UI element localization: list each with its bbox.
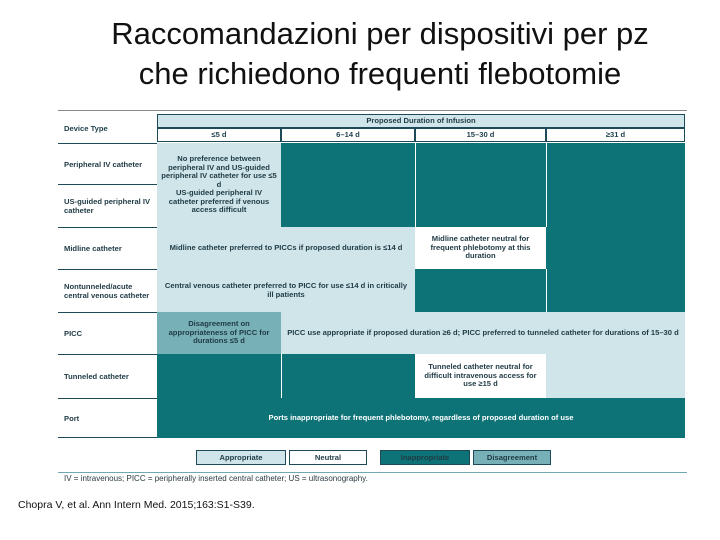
legend-neutral: Neutral bbox=[289, 450, 367, 465]
slide-title-line-1: Raccomandazioni per dispositivi per pz bbox=[111, 16, 649, 51]
row-label-peripheral-iv: Peripheral IV catheter bbox=[58, 143, 157, 184]
duration-col-4: ≥31 d bbox=[546, 128, 685, 142]
legend-appropriate: Appropriate bbox=[196, 450, 286, 465]
cell-peripheral-short-text: No preference between peripheral IV and US-guided peripheral IV catheter for use ≤5 d bbox=[161, 153, 277, 189]
cell-midline-preferred: Midline catheter preferred to PICCs if proposed duration is ≤14 d bbox=[157, 227, 415, 269]
cell-picc-appropriate: PICC use appropriate if proposed duration ≥6 d; PICC preferred to tunneled catheter for durations of 15–30 d bbox=[281, 312, 685, 354]
row-label-tunneled: Tunneled catheter bbox=[58, 354, 157, 398]
device-type-header: Device Type bbox=[58, 118, 157, 140]
legend-inappropriate: Inappropriate bbox=[380, 450, 470, 465]
cell-picc-disagreement: Disagreement on appropriateness of PICC for durations ≤5 d bbox=[157, 312, 281, 354]
gridline bbox=[415, 143, 416, 227]
row-label-port: Port bbox=[58, 398, 157, 438]
citation: Chopra V, et al. Ann Intern Med. 2015;163:S1-S39. bbox=[18, 499, 255, 511]
gridline bbox=[546, 269, 547, 312]
abbreviations-note: IV = intravenous; PICC = peripherally inserted central catheter; US = ultrasonography. bbox=[64, 474, 368, 483]
table-top-border bbox=[58, 110, 687, 111]
cell-midline-neutral: Midline catheter neutral for frequent phlebotomy at this duration bbox=[415, 227, 546, 269]
gridline bbox=[546, 143, 547, 227]
duration-col-3: 15–30 d bbox=[415, 128, 546, 142]
cell-usguided-short-text: US-guided peripheral IV catheter preferred if venous access difficult bbox=[168, 188, 270, 215]
legend-disagreement: Disagreement bbox=[473, 450, 551, 465]
duration-col-2: 6–14 d bbox=[281, 128, 415, 142]
row-label-midline: Midline catheter bbox=[58, 227, 157, 269]
row-label-us-guided: US-guided peripheral IV catheter bbox=[58, 184, 157, 227]
cell-midline-inappropriate bbox=[546, 227, 685, 269]
gridline bbox=[281, 354, 282, 398]
slide-title bbox=[40, 14, 720, 94]
duration-col-1: ≤5 d bbox=[157, 128, 281, 142]
cell-cvc-preferred: Central venous catheter preferred to PICC for use ≤14 d in critically ill patients bbox=[157, 269, 415, 312]
table-bottom-border bbox=[58, 472, 687, 473]
row-label-nontunneled: Nontunneled/acute central venous catheter bbox=[58, 269, 157, 312]
cell-peripheral-short bbox=[157, 143, 281, 227]
proposed-duration-header: Proposed Duration of Infusion bbox=[157, 114, 685, 128]
slide-title-line-2: che richiedono frequenti flebotomie bbox=[138, 56, 622, 91]
cell-tunneled-inappropriate bbox=[157, 354, 415, 398]
cell-port-inappropriate: Ports inappropriate for frequent phlebotomy, regardless of proposed duration of use bbox=[157, 398, 685, 438]
cell-cvc-inappropriate bbox=[415, 269, 685, 312]
row-label-picc: PICC bbox=[58, 312, 157, 354]
cell-tunneled-neutral: Tunneled catheter neutral for difficult intravenous access for use ≥15 d bbox=[415, 356, 546, 396]
cell-tunneled-appropriate bbox=[546, 354, 685, 398]
cell-peripheral-inappropriate bbox=[281, 143, 685, 227]
